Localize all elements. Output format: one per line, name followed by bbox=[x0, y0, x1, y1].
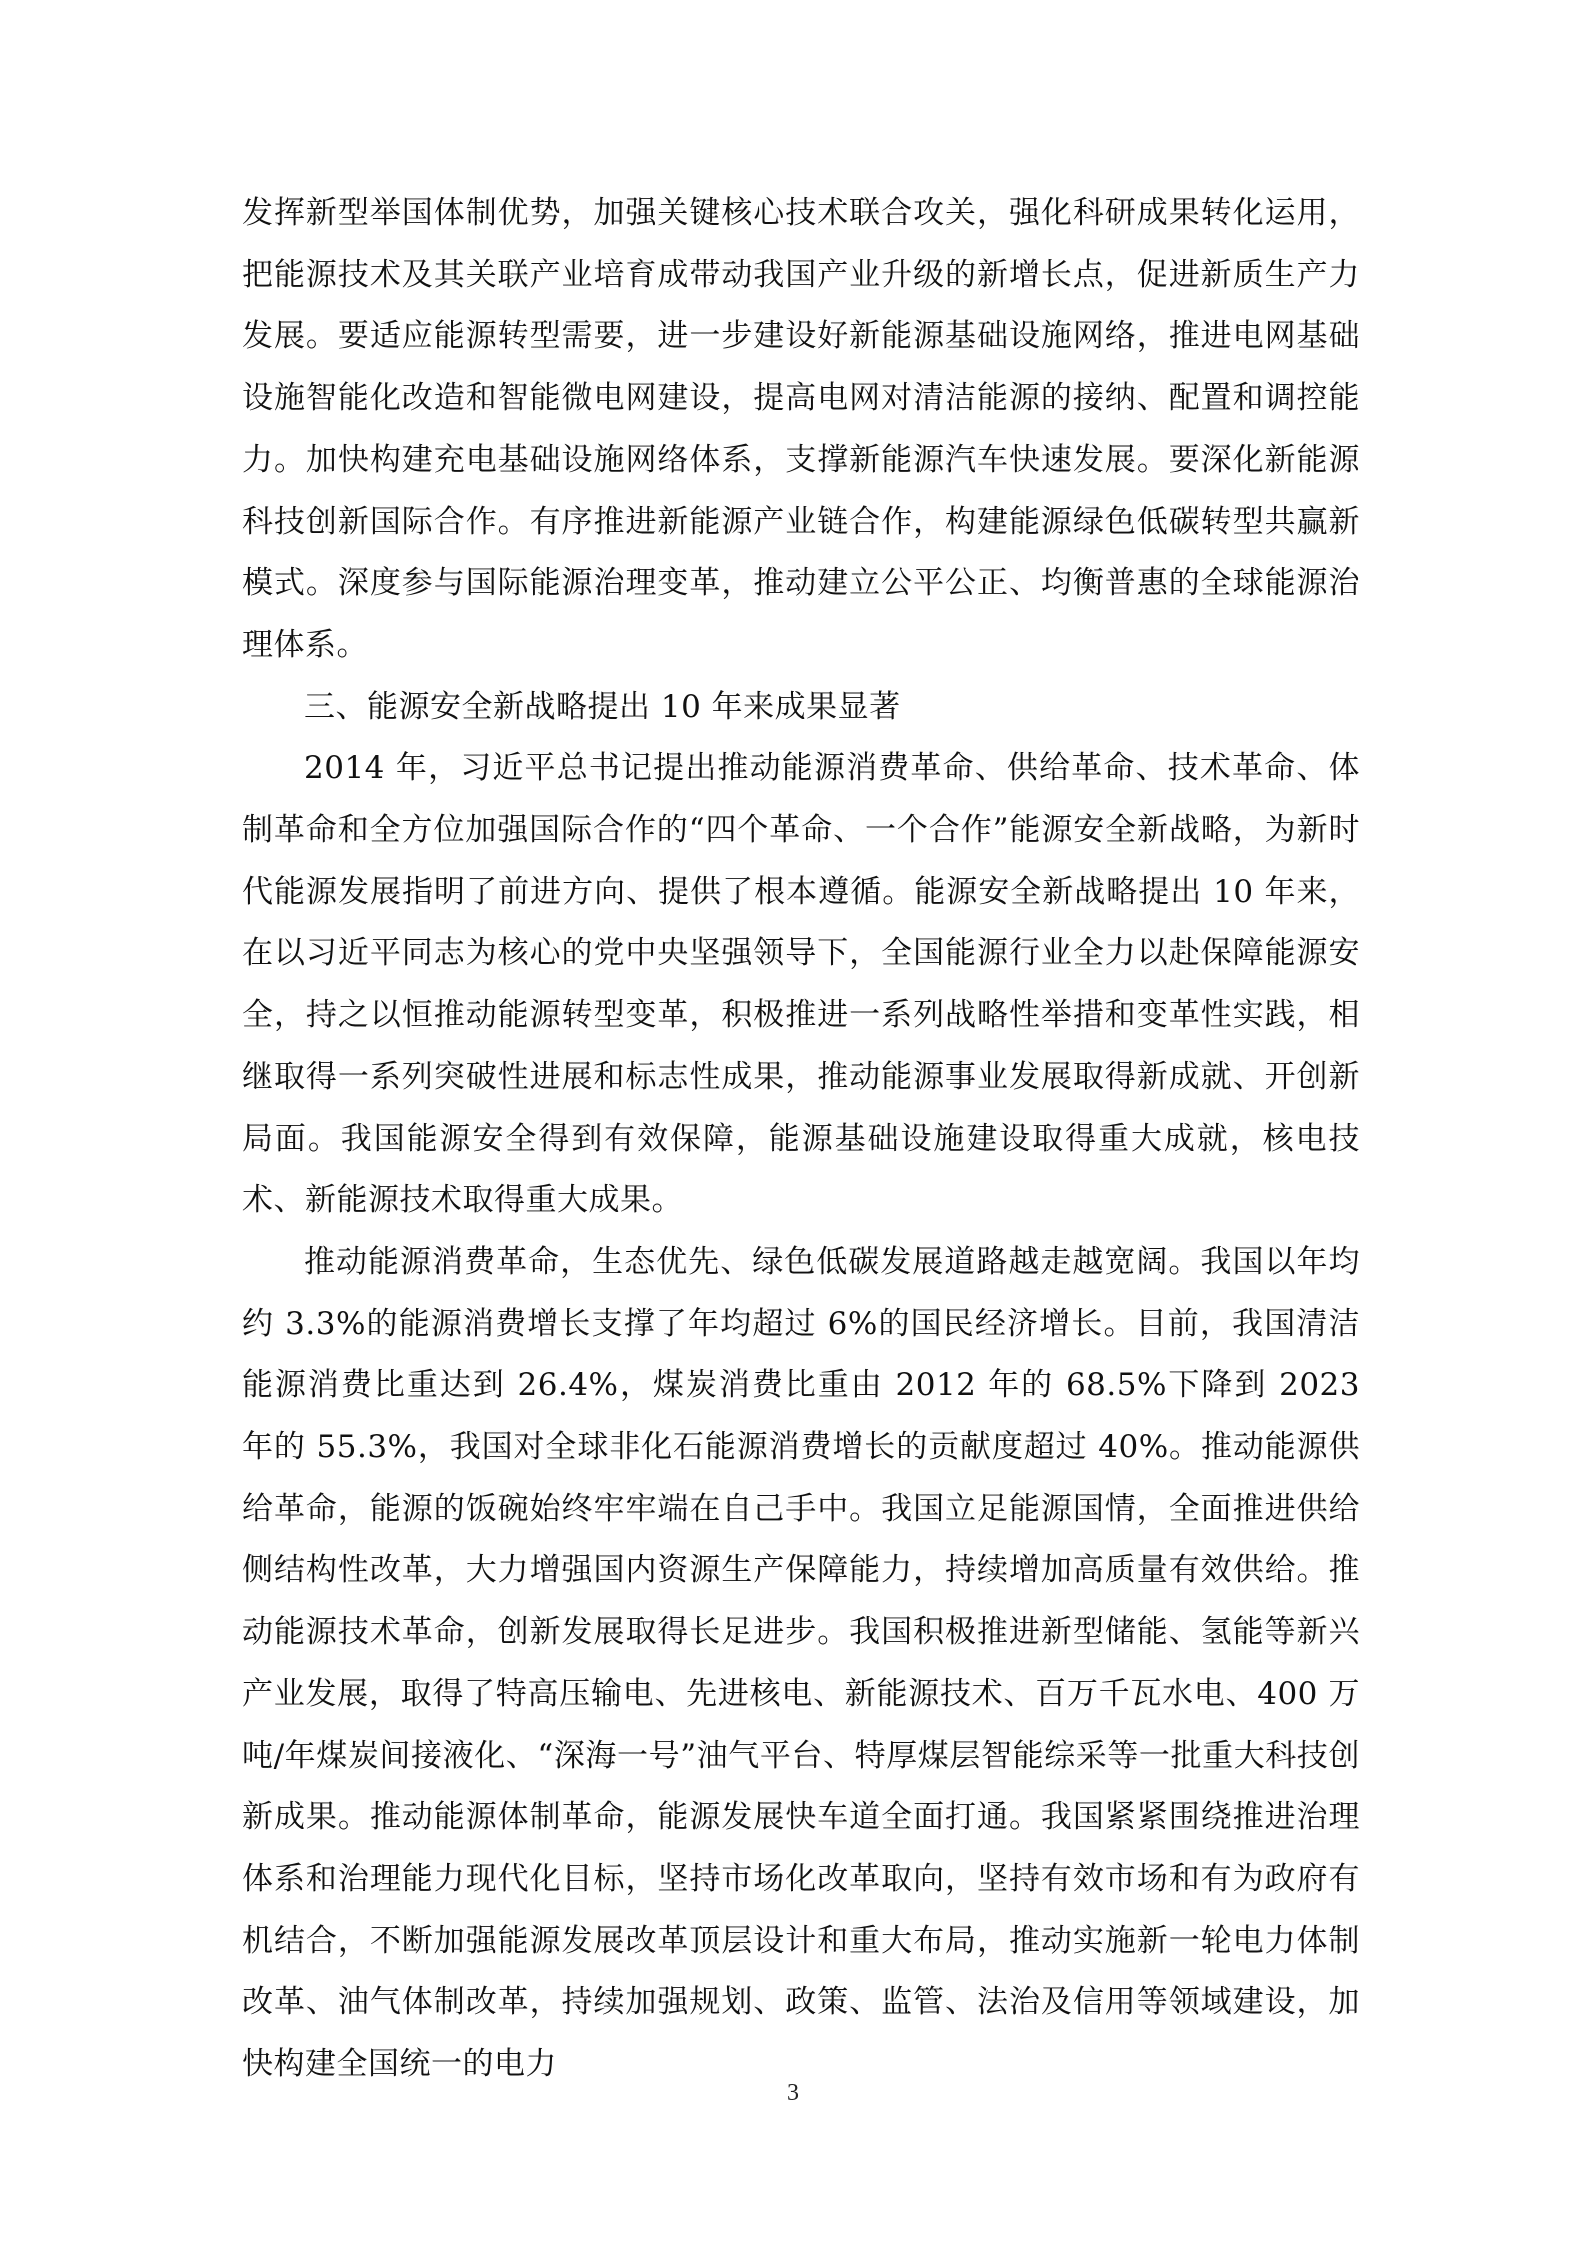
paragraph-2: 2014 年，习近平总书记提出推动能源消费革命、供给革命、技术革命、体制革命和全方位加强国际合作的“四个革命、一个合作”能源安全新战略，为新时代能源发展指明了前进方向、提供了根本遵循。能源安全新战略提出 10 年来，在以习近平同志为核心的党中央坚强领导下，全国能源行业全力以赴保障能源安全，持之以恒推动能源转型变革，积极推进一系列战略性举措和变革性实践，相继取得一系列突破性进展和标志性成果，推动能源事业发展取得新成就、开创新局面。我国能源安全得到有效保障，能源基础设施建设取得重大成就，核电技术、新能源技术取得重大成果。 bbox=[242, 750, 1360, 1219]
page-number: 3 bbox=[787, 2080, 799, 2106]
section-heading: 三、能源安全新战略提出 10 年来成果显著 bbox=[304, 688, 901, 725]
paragraph-3: 推动能源消费革命，生态优先、绿色低碳发展道路越走越宽阔。我国以年均约 3.3%的能源消费增长支撑了年均超过 6%的国民经济增长。目前，我国清洁能源消费比重达到 26.4%，煤炭消费比重由 2012 年的 68.5%下降到 2023 年的 55.3%，我国对全球非化石能源消费增长的贡献度超过 40%。推动能源供给革命，能源的饭碗始终牢牢端在自己手中。我国立足能源国情，全面推进供给侧结构性改革，大力增强国内资源生产保障能力，持续增加高质量有效供给。推动能源技术革命，创新发展取得长足进步。我国积极推进新型储能、氢能等新兴产业发展，取得了特高压输电、先进核电、新能源技术、百万千瓦水电、400 万吨/年煤炭间接液化、“深海一号”油气平台、特厚煤层智能综采等一批重大科技创新成果。推动能源体制革命，能源发展快车道全面打通。我国紧紧围绕推进治理体系和治理能力现代化目标，坚持市场化改革取向，坚持有效市场和有为政府有机结合，不断加强能源发展改革顶层设计和重大布局，推动实施新一轮电力体制改革、油气体制改革，持续加强规划、政策、监管、法治及信用等领域建设，加快构建全国统一的电力 bbox=[242, 1243, 1360, 2083]
page-body bbox=[242, 183, 1360, 2096]
paragraph-1: 发挥新型举国体制优势，加强关键核心技术联合攻关，强化科研成果转化运用，把能源技术及其关联产业培育成带动我国产业升级的新增长点，促进新质生产力发展。要适应能源转型需要，进一步建设好新能源基础设施网络，推进电网基础设施智能化改造和智能微电网建设，提高电网对清洁能源的接纳、配置和调控能力。加快构建充电基础设施网络体系，支撑新能源汽车快速发展。要深化新能源科技创新国际合作。有序推进新能源产业链合作，构建能源绿色低碳转型共赢新模式。深度参与国际能源治理变革，推动建立公平公正、均衡普惠的全球能源治理体系。 bbox=[242, 195, 1360, 663]
